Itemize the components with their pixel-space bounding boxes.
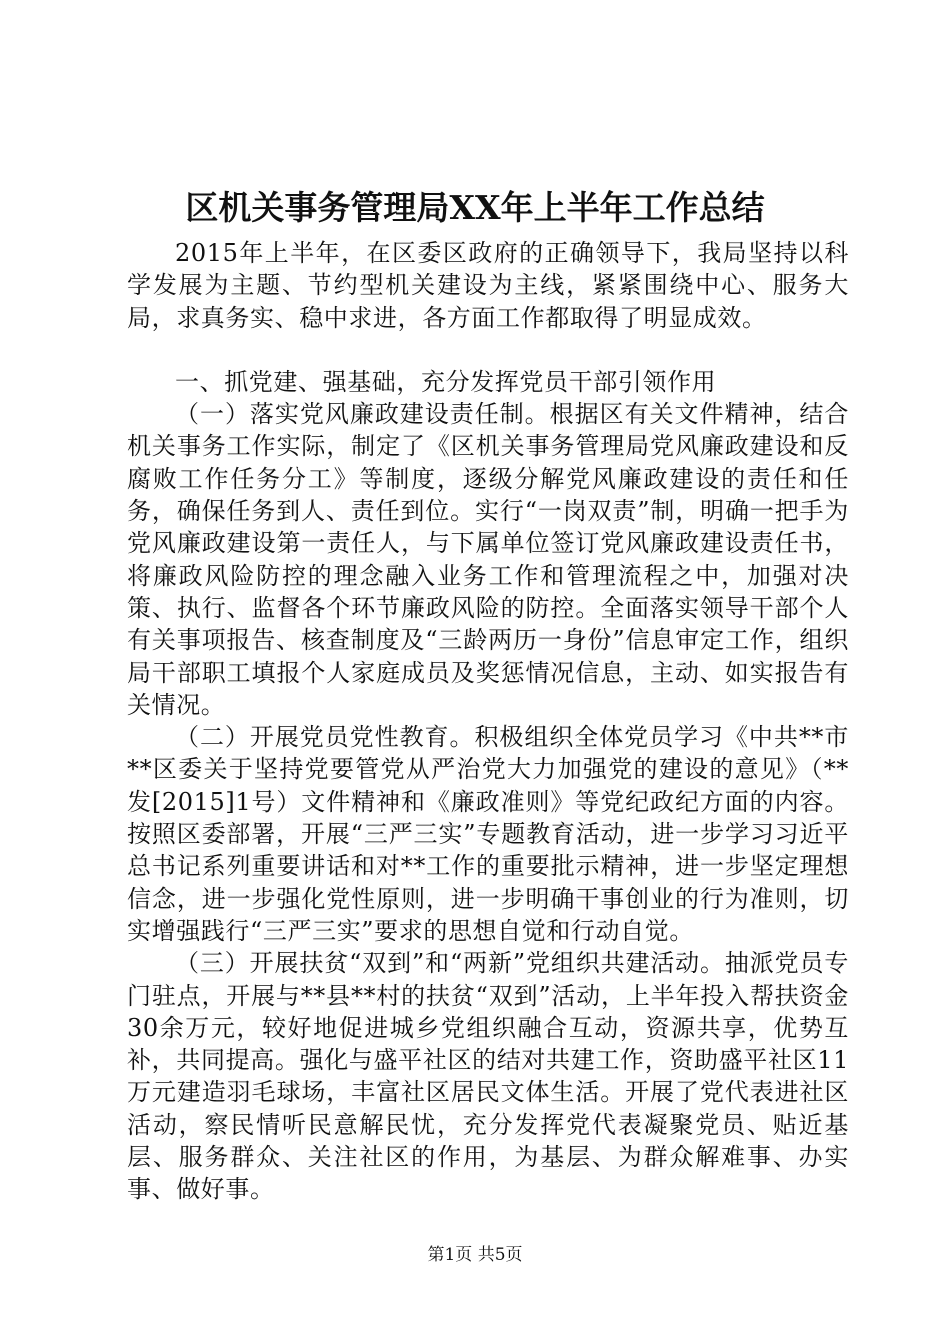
section-heading: 一、抓党建、强基础，充分发挥党员干部引领作用 (175, 367, 717, 396)
body-paragraph: （二）开展党员党性教育。积极组织全体党员学习《中共**市**区委关于坚持党要管党从严治党大力加强党的建设的意见》（**发[2015]1号）文件精神和《廉政准则》等党纪政纪方面的内容。按照区委部署，开展“三严三实”专题教育活动，进一步学习习近平总书记系列重要讲话和对**工作的重要批示精神，进一步坚定理想信念，进一步强化党性原则，进一步明确干事创业的行为准则，切实增强践行“三严三实”要求的思想自觉和行动自觉。 (127, 723, 849, 945)
body-paragraph: （三）开展扶贫“双到”和“两新”党组织共建活动。抽派党员专门驻点，开展与**县**村的扶贫“双到”活动，上半年投入帮扶资金30余万元，较好地促进城乡党组织融合互动，资源共享，优势互补，共同提高。强化与盛平社区的结对共建工作，资助盛平社区11万元建造羽毛球场，丰富社区居民文体生活。开展了党代表进社区活动，察民情听民意解民忧，充分发挥党代表凝聚党员、贴近基层、服务群众、关注社区的作用，为基层、为群众解难事、办实事、做好事。 (127, 949, 849, 1204)
document-body (127, 237, 849, 1206)
document-title: 区机关事务管理局XX年上半年工作总结 (185, 188, 765, 227)
intro-paragraph: 2015年上半年，在区委区政府的正确领导下，我局坚持以科学发展为主题、节约型机关建设为主线，紧紧围绕中心、服务大局，求真务实、稳中求进，各方面工作都取得了明显成效。 (127, 239, 849, 332)
page-footer: 第1页 共5页 (427, 1245, 523, 1265)
body-paragraph: （一）落实党风廉政建设责任制。根据区有关文件精神，结合机关事务工作实际，制定了《区机关事务管理局党风廉政建设和反腐败工作任务分工》等制度，逐级分解党风廉政建设的责任和任务，确保任务到人、责任到位。实行“一岗双责”制，明确一把手为党风廉政建设第一责任人，与下属单位签订党风廉政建设责任书，将廉政风险防控的理念融入业务工作和管理流程之中，加强对决策、执行、监督各个环节廉政风险的防控。全面落实领导干部个人有关事项报告、核查制度及“三龄两历一身份”信息审定工作，组织局干部职工填报个人家庭成员及奖惩情况信息，主动、如实报告有关情况。 (127, 400, 849, 719)
